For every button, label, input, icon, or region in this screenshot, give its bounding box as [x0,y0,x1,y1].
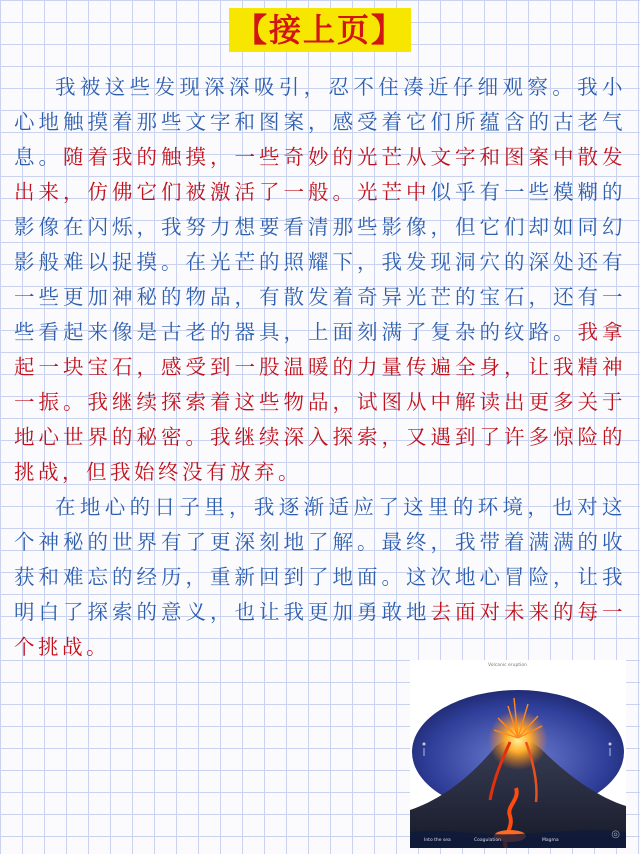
paragraph-2-segment: 去面对未来的每一个挑战。 [14,600,626,659]
watermark-icon: ◎ [611,829,620,840]
figure-label-sea: Into the sea [424,838,451,843]
figure-label-magma: Magma [542,838,559,843]
paragraph-2-segment: 在地心的日子里，我逐渐适应了这里的环境，也对这个神秘的世界有了更深刻地了解。最终，我带着满满的收获和难忘的经历，重新回到了地面。这次地心冒险，让我明白了探索的意义，也让我更加勇敢地 [14,495,626,624]
volcano-illustration [410,660,626,848]
paragraph-1 [14,70,626,490]
page-title [0,8,640,52]
paragraph-1-segment: 我拿起一块宝石，感受到一股温暖的力量传遍全身，让我精神一振。我继续探索着这些物品，试图从中解读出更多关于地心世界的秘密。我继续深入探索，又遇到了许多惊险的挑战，但我始终没有放弃。 [14,320,626,484]
figure-heading: Volcanic eruption [488,663,527,668]
title-text: 【接上页】 [229,8,411,52]
volcano-icon [410,660,626,848]
paragraph-1-segment: 似乎有一些模糊的影像在闪烁，我努力想要看清那些影像，但它们却如同幻影般难以捉摸。在光芒的照耀下，我发现洞穴的深处还有一些更加神秘的物品，有散发着奇异光芒的宝石，还有一些看起来像是古老的器具，上面刻满了复杂的纹路。 [14,180,626,344]
story-body [14,70,626,665]
paragraph-1-segment: 我被这些发现深深吸引，忍不住凑近仔细观察。我小心地触摸着那些文字和图案，感受着它们所蕴含的古老气息。 [14,75,626,169]
figure-label-coagulation: Coagulation [474,838,501,843]
paragraph-1-segment: 随着我的触摸，一些奇妙的光芒从文字和图案中散发出来，仿佛它们被激活了一般。光芒中 [14,145,626,204]
paragraph-2 [14,490,626,665]
